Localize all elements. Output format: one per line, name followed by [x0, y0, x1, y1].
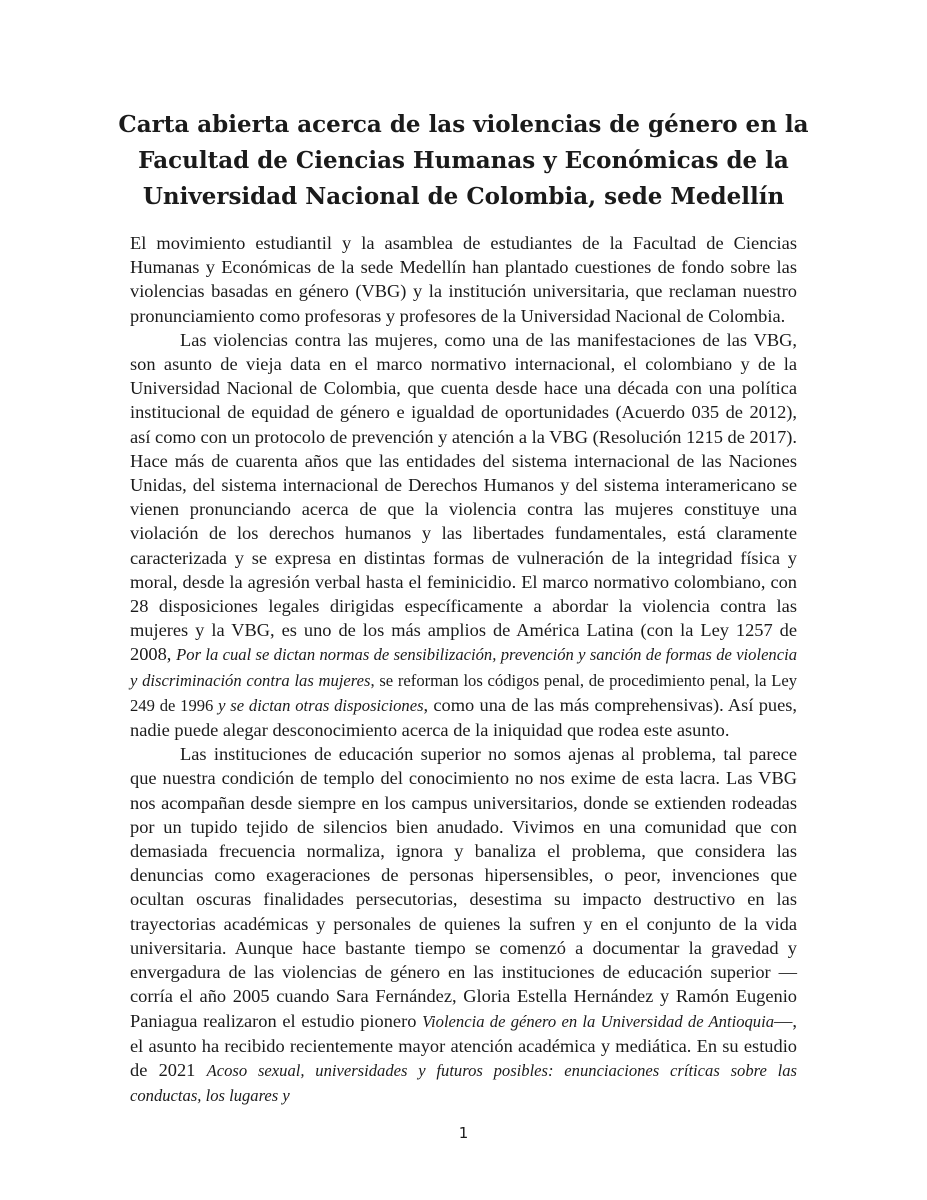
document-title: Carta abierta acerca de las violencias de género en la Facultad de Ciencias Humanas y Económicas de la Universidad Nacional de Colombia, sede Medellín — [118, 111, 809, 210]
paragraph-3-text-b: —, el asunto ha recibido recientemente mayor atención académica y mediática. En su estudio de 2021 — [130, 1010, 797, 1080]
paragraph-3-text-a: Las instituciones de educación superior no somos ajenas al problema, tal parece que nuestra condición de templo del conocimiento no nos exime de esta lacra. Las VBG nos acompañan desde siempre en los campus universitarios, donde se extienden rodeadas por un tupido tejido de silencios bien anudado. Vivimos en una comunidad que con demasiada frecuencia normaliza, ignora y banaliza el problema, que considera las denuncias como exageraciones de personas hipersensibles, o peor, invenciones que ocultan oscuras finalidades persecutorias, desestima su impacto destructivo en las trayectorias académicas y personales de quienes la sufren y en el conjunto de la vida universitaria. Aunque hace bastante tiempo se comenzó a documentar la gravedad y envergadura de las violencias de género en las instituciones de educación superior —corría el año 2005 cuando Sara Fernández, Gloria Estella Hernández y Ramón Eugenio Paniagua realizaron el estudio pionero — [130, 744, 797, 1031]
paragraph-3 — [130, 742, 797, 1108]
paragraph-3-study-title: Violencia de género en la Universidad de Antioquia — [422, 1011, 774, 1031]
paragraph-2-text-mid: , se reforman los códigos penal, de procedimiento penal, la Ley 249 de 1996 — [130, 670, 797, 715]
document-body — [130, 231, 797, 1108]
paragraph-2-text-end: , como una de las más comprehensivas). Así pues, nadie puede alegar desconocimiento acerca de la iniquidad que rodea este asunto. — [130, 694, 797, 741]
paragraph-2 — [130, 328, 797, 742]
paragraph-1: El movimiento estudiantil y la asamblea de estudiantes de la Facultad de Ciencias Humanas y Económicas de la sede Medellín han plantado cuestiones de fondo sobre las violencias basadas en género (VBG) y la institución universitaria, que reclaman nuestro pronunciamiento como profesoras y profesores de la Universidad Nacional de Colombia. — [130, 233, 797, 326]
paragraph-3-study-title-2021: Acoso sexual, universidades y futuros posibles: enunciaciones críticas sobre las conductas, los lugares y — [130, 1060, 797, 1106]
paragraph-2-law-title-end: y se dictan otras disposiciones — [218, 695, 424, 715]
paragraph-2-text-a: Las violencias contra las mujeres, como una de las manifestaciones de las VBG, son asunto de vieja data en el marco normativo internacional, el colombiano y de la Universidad Nacional de Colombia, que cuenta desde hace una década con una política institucional de equidad de género e igualdad de oportunidades (Acuerdo 035 de 2012), así como con un protocolo de prevención y atención a la VBG (Resolución 1215 de 2017). Hace más de cuarenta años que las entidades del sistema internacional de las Naciones Unidas, del sistema internacional de Derechos Humanos y del sistema interamericano se vienen pronunciando acerca de que la violencia contra las mujeres constituye una violación de los derechos humanos y las libertades fundamentales, está claramente caracterizada y se expresa en distintas formas de vulneración de la integridad física y moral, desde la agresión verbal hasta el feminicidio. El marco normativo colombiano, con 28 disposiciones legales dirigidas específicamente a abordar la violencia contra las mujeres y la VBG, es uno de los más amplios de América Latina (con la Ley 1257 de 2008, — [130, 329, 797, 665]
paragraph-2-law-title: Por la cual se dictan normas de sensibilización, prevención y sanción de formas de violencia y discriminación contra las mujeres — [130, 645, 798, 690]
page-number: 1 — [458, 1124, 469, 1142]
